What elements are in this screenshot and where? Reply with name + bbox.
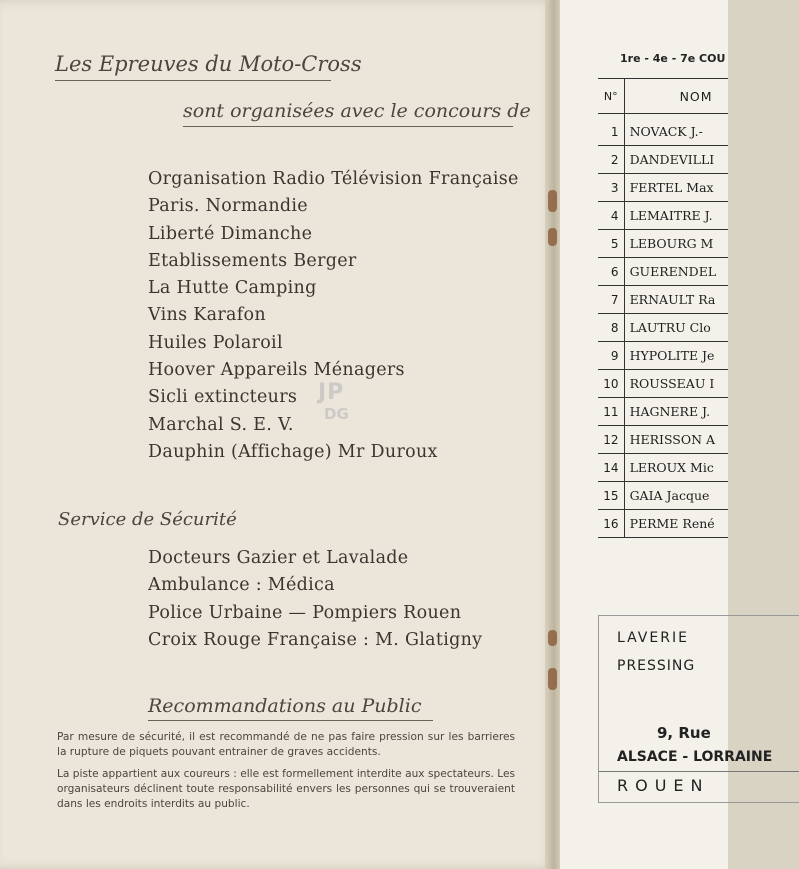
rider-name: HYPOLITE Je (624, 342, 728, 370)
recommendation-paragraph-2: La piste appartient aux coureurs : elle est formellement interdite aux spectateurs. Les organisateurs déclinent toute responsabilité envers les personnes qui se trouveraient dans les endroits interdits au public. (57, 768, 515, 810)
rider-name: FERTEL Max (624, 174, 728, 202)
sponsor-item: Sicli extincteurs (148, 387, 298, 408)
sponsor-item: Vins Karafon (148, 305, 266, 326)
recommendation-paragraph-1: Par mesure de sécurité, il est recommandé de ne pas faire pression sur les barrieres la rupture de piquets pouvant entrainer de graves accidents. (57, 731, 515, 758)
rider-name: GUERENDEL (624, 258, 728, 286)
security-item: Croix Rouge Française : M. Glatigny (148, 629, 483, 650)
rider-name: LEMAITRE J. (624, 202, 728, 230)
table-row (598, 314, 728, 342)
laundry-advertisement (598, 615, 799, 803)
rider-name: LEROUX Mic (624, 454, 728, 482)
sponsor-item: Dauphin (Affichage) Mr Duroux (148, 441, 438, 462)
ad-divider (599, 771, 799, 772)
rider-name: ROUSSEAU I (624, 370, 728, 398)
rider-number: 1 (598, 114, 624, 146)
rust-stain (548, 630, 557, 646)
rider-name: HAGNERE J. (624, 398, 728, 426)
rust-stain (548, 228, 557, 246)
table-header-row (598, 79, 728, 114)
ad-line-laverie: LAVERIE (617, 630, 689, 646)
program-title: Les Epreuves du Moto-Cross (55, 52, 362, 76)
rider-name: LEBOURG M (624, 230, 728, 258)
right-page (560, 0, 773, 869)
rider-number: 9 (598, 342, 624, 370)
sponsor-item: Huiles Polaroil (148, 332, 283, 353)
rider-number: 2 (598, 146, 624, 174)
security-title: Service de Sécurité (58, 509, 237, 530)
table-row (598, 286, 728, 314)
race-heading: 1re - 4e - 7e COU (620, 52, 726, 65)
subtitle-underline (183, 126, 513, 127)
table-row (598, 202, 728, 230)
program-subtitle: sont organisées avec le concours de (183, 100, 531, 122)
table-row (598, 146, 728, 174)
security-list (148, 545, 482, 654)
ad-line-street-name: ALSACE - LORRAINE (617, 749, 773, 765)
rust-stain (548, 190, 557, 212)
sponsor-item: Hoover Appareils Ménagers (148, 360, 405, 381)
table-row (598, 426, 728, 454)
sponsor-item: Organisation Radio Télévision Française (148, 169, 519, 189)
rider-number: 8 (598, 314, 624, 342)
column-header-number: N° (598, 79, 624, 114)
rider-number: 14 (598, 454, 624, 482)
rider-number: 4 (598, 202, 624, 230)
rider-name: GAIA Jacque (624, 482, 728, 510)
rider-name: ERNAULT Ra (624, 286, 728, 314)
rider-number: 10 (598, 370, 624, 398)
table-row (598, 482, 728, 510)
watermark-logo (318, 380, 349, 423)
rider-number: 11 (598, 398, 624, 426)
recommendations-title: Recommandations au Public (148, 695, 422, 717)
rider-number: 15 (598, 482, 624, 510)
sponsor-item: Etablissements Berger (148, 250, 357, 271)
sponsor-item: Marchal S. E. V. (148, 414, 294, 435)
ad-line-city: ROUEN (617, 776, 710, 795)
rider-name: NOVACK J.- (624, 114, 728, 146)
rider-name: LAUTRU Clo (624, 314, 728, 342)
rider-name: PERME René (624, 510, 728, 538)
rider-number: 16 (598, 510, 624, 538)
table-row (598, 174, 728, 202)
sponsor-item: Liberté Dimanche (148, 223, 313, 244)
rider-table (598, 78, 728, 538)
rider-number: 6 (598, 258, 624, 286)
recommendations-underline (148, 720, 433, 721)
table-row (598, 258, 728, 286)
sponsor-item: La Hutte Camping (148, 278, 317, 299)
rider-number: 5 (598, 230, 624, 258)
table-row (598, 342, 728, 370)
table-row (598, 510, 728, 538)
rider-name: DANDEVILLI (624, 146, 728, 174)
watermark-line-2: DG (324, 405, 349, 423)
rider-number: 7 (598, 286, 624, 314)
ad-line-street-number: 9, Rue (657, 724, 711, 742)
table-row (598, 398, 728, 426)
watermark-line-1: JP (318, 380, 345, 405)
table-row (598, 454, 728, 482)
title-underline (55, 80, 331, 81)
table-row (598, 114, 728, 146)
column-header-name: NOM (624, 79, 728, 114)
rider-name: HERISSON A (624, 426, 728, 454)
rust-stain (548, 668, 557, 690)
security-item: Docteurs Gazier et Lavalade (148, 548, 409, 568)
table-row (598, 230, 728, 258)
rider-number: 12 (598, 426, 624, 454)
rider-number: 3 (598, 174, 624, 202)
security-item: Ambulance : Médica (148, 575, 335, 596)
sponsor-item: Paris. Normandie (148, 196, 308, 217)
security-item: Police Urbaine — Pompiers Rouen (148, 602, 462, 623)
ad-line-pressing: PRESSING (617, 658, 696, 674)
table-row (598, 370, 728, 398)
